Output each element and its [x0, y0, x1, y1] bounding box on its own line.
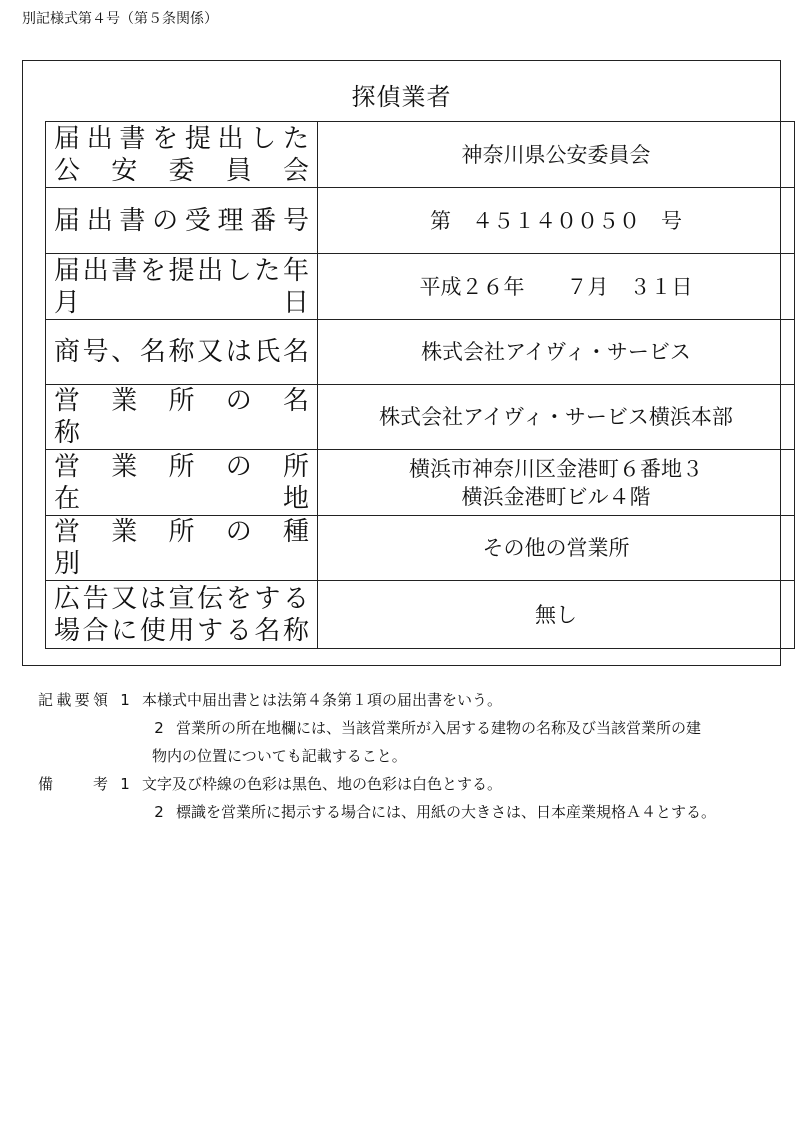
table-row — [46, 581, 795, 649]
note-number: 1 — [120, 775, 130, 793]
sign-board — [22, 60, 781, 666]
table-row — [46, 188, 795, 254]
value-line: 横浜金港町ビル４階 — [461, 484, 651, 509]
row-value — [318, 516, 795, 581]
value-line: 平成２６年 ７月 ３１日 — [419, 274, 693, 299]
row-label — [46, 385, 336, 450]
label-line: 公 安 委 員 会 — [54, 155, 309, 186]
value-line: 横浜市神奈川区金港町６番地３ — [409, 456, 703, 481]
table-row — [46, 320, 795, 385]
row-value — [318, 450, 795, 516]
kisai-title: 記載要領 — [38, 691, 108, 709]
row-label — [46, 254, 318, 320]
label-line: 届出書の受理番号 — [54, 205, 309, 236]
table-row — [46, 122, 795, 188]
value-line: その他の営業所 — [482, 536, 630, 560]
label-line: 商号、名称又は氏名 — [54, 337, 309, 367]
detective-info-table — [45, 121, 795, 649]
note-line — [38, 714, 788, 742]
note-number: 2 — [154, 719, 164, 737]
note-line — [38, 686, 788, 714]
label-line: 営 業 所 の 名 称 — [54, 386, 336, 448]
notes-section — [38, 686, 788, 826]
sign-heading: 探偵業者 — [351, 83, 452, 111]
value-line: 株式会社アイヴィ・サービス — [421, 340, 691, 364]
row-label — [46, 188, 318, 254]
note-text: 文字及び枠線の色彩は黒色、地の色彩は白色とする。 — [142, 775, 503, 793]
note-number: 1 — [120, 691, 130, 709]
table-row — [46, 450, 795, 516]
row-value — [318, 320, 795, 385]
table-row — [46, 385, 795, 450]
biko-title: 備 考 — [38, 775, 108, 793]
row-label — [46, 320, 318, 385]
label-line: 営 業 所 の 種 別 — [54, 517, 336, 579]
note-continuation: 物内の位置についても記載すること。 — [152, 747, 407, 765]
row-label — [46, 450, 336, 516]
note-number: 2 — [154, 803, 164, 821]
label-line: 届出書を提出した — [54, 123, 309, 154]
note-line — [38, 798, 788, 826]
label-line: 届出書を提出した年月日 — [54, 255, 309, 318]
value-line: 株式会社アイヴィ・サービス横浜本部 — [379, 405, 733, 429]
value-line: 神奈川県公安委員会 — [461, 142, 651, 167]
row-label — [46, 581, 318, 649]
label-line: 場合に使用する名称 — [54, 615, 309, 646]
row-value — [318, 254, 795, 320]
note-text: 営業所の所在地欄には、当該営業所が入居する建物の名称及び当該営業所の建 — [176, 719, 702, 737]
row-value — [318, 581, 795, 649]
note-text: 標識を営業所に掲示する場合には、用紙の大きさは、日本産業規格Ａ４とする。 — [176, 803, 717, 821]
value-line: 第 ４５１４００５０ 号 — [430, 208, 682, 233]
form-number: 別記様式第４号（第５条関係） — [22, 11, 218, 27]
value-line: 無し — [535, 602, 577, 627]
note-line — [38, 770, 788, 798]
table-row — [46, 516, 795, 581]
row-value — [318, 385, 795, 450]
label-line: 営 業 所 の 所 在 地 — [54, 451, 336, 514]
row-label — [46, 516, 336, 581]
table-row — [46, 254, 795, 320]
row-value — [318, 122, 795, 188]
note-text: 本様式中届出書とは法第４条第１項の届出書をいう。 — [142, 691, 503, 709]
row-value — [318, 188, 795, 254]
label-line: 広告又は宣伝をする — [54, 583, 309, 614]
row-label — [46, 122, 318, 188]
